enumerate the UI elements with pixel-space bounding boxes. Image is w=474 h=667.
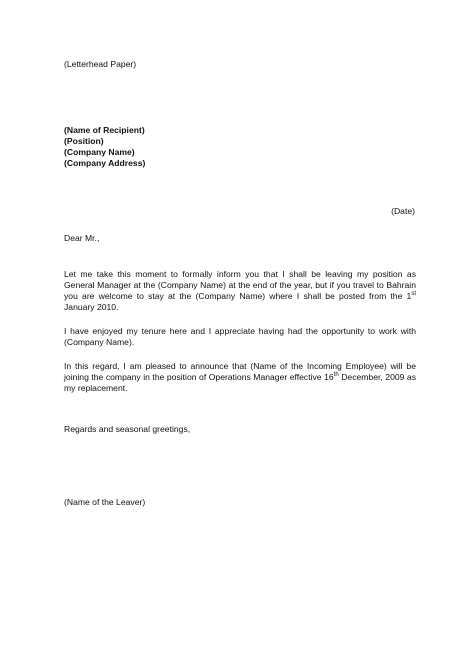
body-paragraph-2: I have enjoyed my tenure here and I appreciate having had the opportunity to work with (Company Name). (64, 326, 416, 347)
recipient-position: (Position) (64, 136, 104, 146)
salutation: Dear Mr., (64, 233, 100, 243)
recipient-company-name: (Company Name) (64, 147, 135, 157)
body-paragraph-1 (64, 269, 416, 313)
paragraph-1-ordinal-suffix: st (411, 291, 416, 298)
recipient-name: (Name of Recipient) (64, 125, 145, 135)
paragraph-3-text: In this regard, I am pleased to announce that (Name of the Incoming Employee) will be joining the company in the position of Operations Manager effective 16 (64, 361, 416, 382)
recipient-block (64, 125, 416, 169)
signature-placeholder: (Name of the Leaver) (64, 497, 146, 507)
paragraph-3-text-end: December, 2009 as my replacement. (64, 372, 416, 393)
letter-date: (Date) (391, 205, 415, 216)
paragraph-1-text-end: January 2010. (64, 302, 119, 312)
closing-line: Regards and seasonal greetings, (64, 424, 191, 434)
recipient-company-address: (Company Address) (64, 158, 146, 168)
paragraph-3-ordinal-suffix: th (333, 372, 339, 379)
body-paragraph-3 (64, 361, 416, 394)
letterhead-placeholder: (Letterhead Paper) (64, 59, 137, 69)
paragraph-1-text: Let me take this moment to formally inform you that I shall be leaving my position as General Manager at the (Company Name) at the end of the year, but if you travel to Bahrain you are welcome to stay at the (Company Name) where I shall be posted from the 1 (64, 269, 416, 301)
